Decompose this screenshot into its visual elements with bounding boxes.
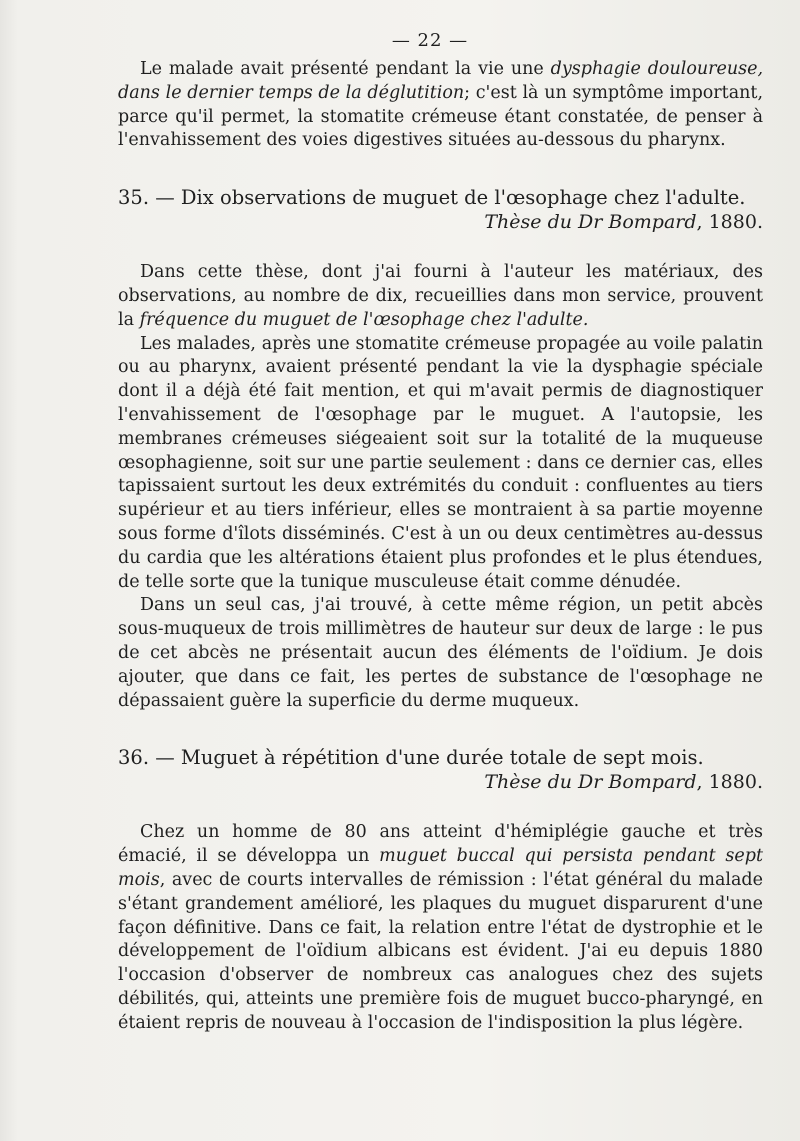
intro-text-1: Le malade avait présenté pendant la vie une [140, 59, 551, 79]
section-35-p1-text: Dans cette thèse, dont j'ai fourni à l'auteur les matériaux, des observations, au nombre de dix, recueillies dans mon service, prouvent la [118, 262, 763, 330]
section-36-p1-text-2: , avec de courts intervalles de rémission : l'état général du malade s'étant grandement amélioré, les plaques du muguet disparurent d'une façon définitive. Dans ce fait, la relation entre l'état de dystrophie et le développement de l'oïdium albicans est évident. J'ai eu depuis 1880 l'occasion d'observer de nombreux cas analogues chez des sujets débilités, qui, atteints une première fois de muguet bucco-pharyngé, en étaient repris de nouveau à l'occasion de l'indisposition la plus légère. [118, 869, 763, 1033]
intro-italic: dysphagie douloureuse, dans le dernier temps de la déglutition [118, 59, 764, 103]
section-36-source-author: Thèse du Dr Bompard [484, 771, 697, 794]
section-36 [118, 745, 763, 1035]
page-number: — 22 — [391, 30, 469, 51]
section-36-p1-italic: muguet buccal qui persista pendant sept mois [118, 846, 763, 890]
spacer [118, 795, 763, 821]
intro-paragraph [118, 58, 763, 153]
section-36-source-year: , 1880. [696, 771, 763, 794]
spacer [118, 235, 763, 261]
section-36-p1-text-1: Chez un homme de 80 ans atteint d'hémiplégie gauche et très émacié, il se développa un [118, 822, 763, 867]
section-36-heading: 36. — Muguet à répétition d'une durée totale de sept mois. [118, 746, 704, 770]
section-35-source [118, 210, 763, 235]
section-35-source-author: Thèse du Dr Bompard [484, 211, 697, 234]
section-35-heading: 35. — Dix observations de muguet de l'œsophage chez l'adulte. [118, 186, 746, 210]
section-35-paragraph-1 [118, 261, 763, 332]
intro-text-2: ; c'est là un symptôme important, parce qu'il permet, la stomatite crémeuse étant constatée, de penser à l'envahissement des voies digestives situées au-dessous du pharynx. [118, 82, 764, 151]
page-body [118, 58, 763, 1036]
section-35-source-year: , 1880. [696, 211, 763, 234]
section-36-source [118, 770, 763, 795]
section-35-paragraph-2: Les malades, après une stomatite crémeuse propagée au voile palatin ou au pharynx, avaient présenté pendant la vie la dysphagie spéciale dont il a déjà été fait mention, et qui m'avait permis de diagnostiquer l'envahissement de l'œsophage par le muguet. A l'autopsie, les membranes crémeuses siégeaient soit sur la totalité de la muqueuse œsophagienne, soit sur une partie seulement : dans ce dernier cas, elles tapissaient surtout les deux extrémités du conduit : confluentes au tiers supérieur et au tiers inférieur, elles se montraient à sa partie moyenne sous forme d'îlots disséminés. C'est à un ou deux centimètres au-dessus du cardia que les altérations étaient plus profondes et le plus étendues, de telle sorte que la tunique musculeuse était comme dénudée. [118, 333, 763, 592]
section-35 [118, 185, 763, 713]
section-35-p1-italic: fréquence du muguet de l'œsophage chez l'adulte. [139, 309, 589, 330]
section-35-paragraph-3: Dans un seul cas, j'ai trouvé, à cette même région, un petit abcès sous-muqueux de trois millimètres de hauteur sur deux de large : le pus de cet abcès ne présentait aucun des éléments de l'oïdium. Je dois ajouter, que dans ce fait, les pertes de substance de l'œsophage ne dépassaient guère la superficie du derme muqueux. [118, 595, 763, 711]
section-36-paragraph-1 [118, 821, 763, 1035]
